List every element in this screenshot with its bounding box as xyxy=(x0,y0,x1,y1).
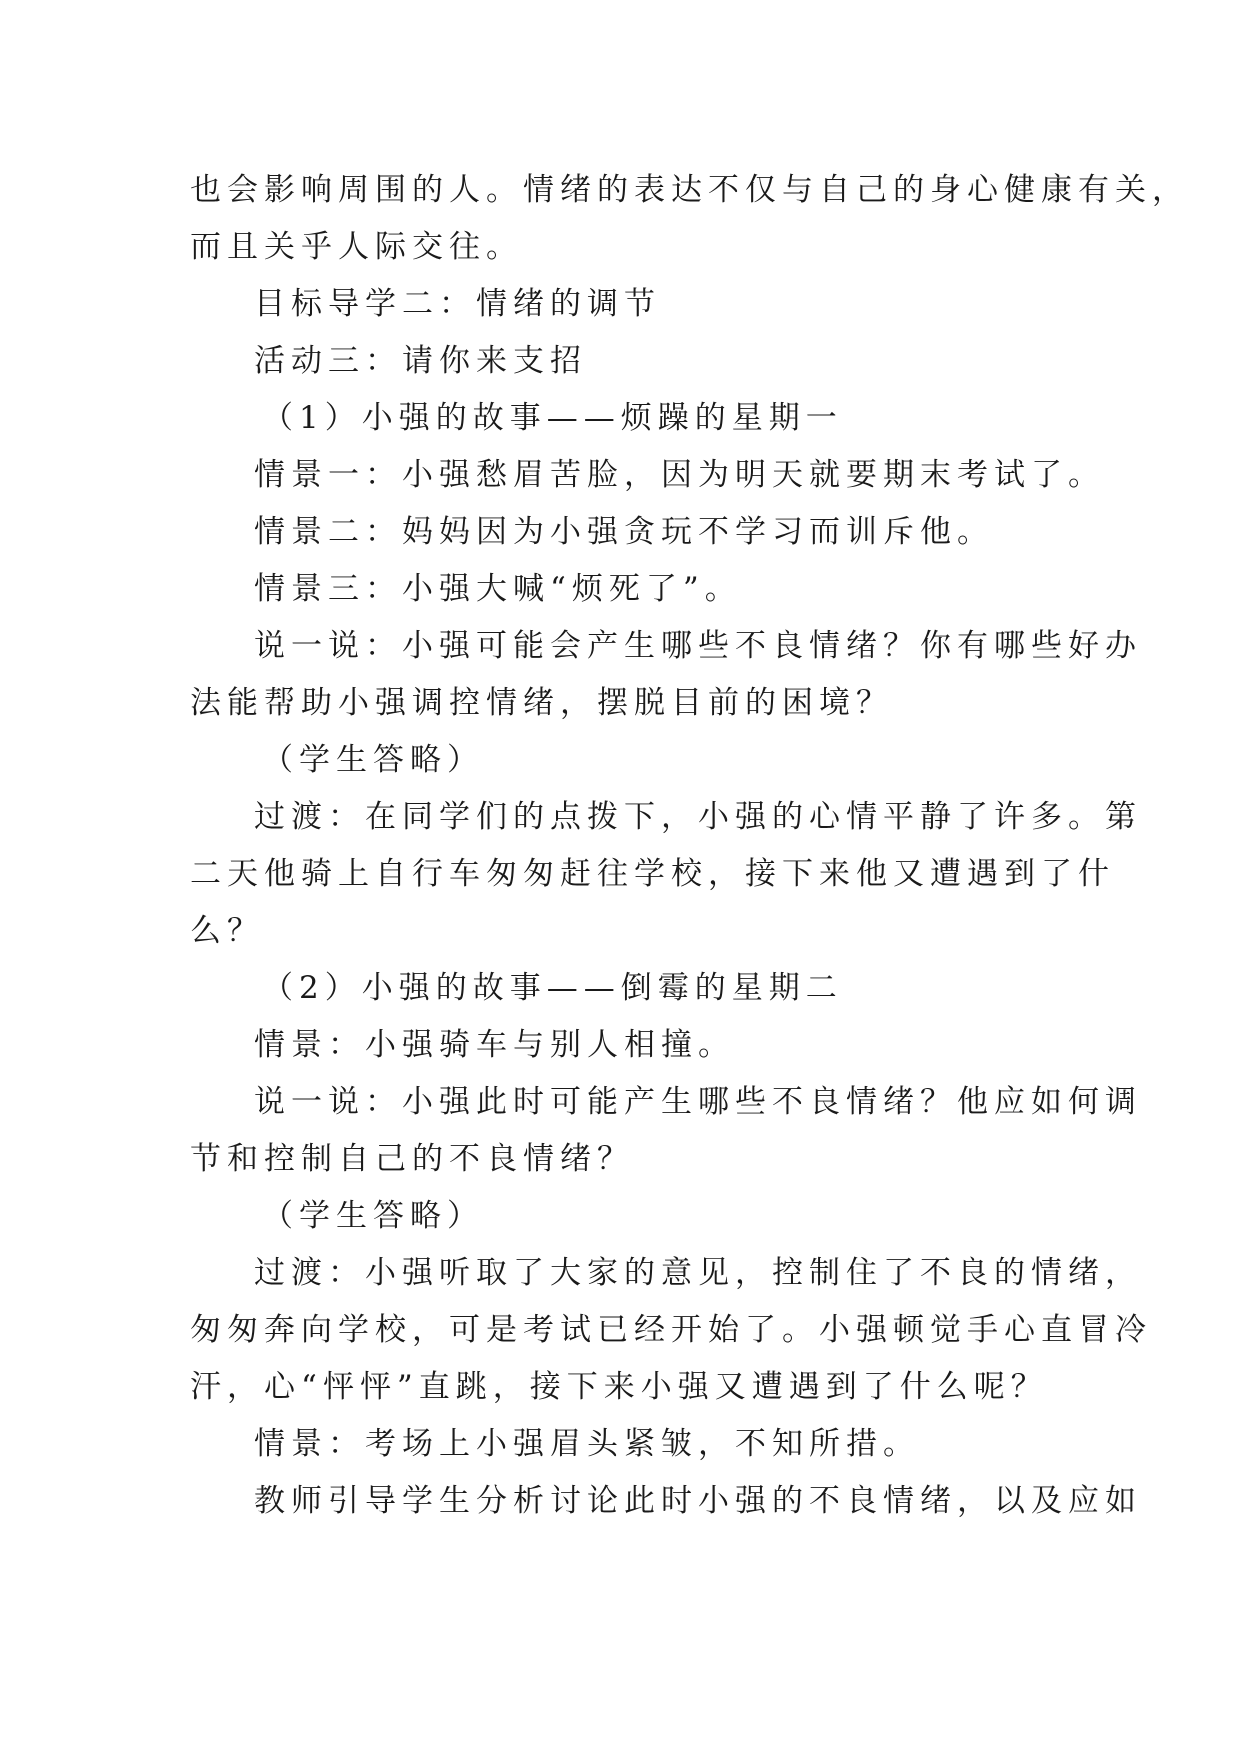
text-line: 说一说：小强此时可能产生哪些不良情绪？他应如何调 xyxy=(254,1084,1142,1120)
text-line: 而且关乎人际交往。 xyxy=(190,229,523,265)
activity-heading: 活动三：请你来支招 xyxy=(254,343,587,379)
text-line: 过渡：小强听取了大家的意见，控制住了不良的情绪， xyxy=(254,1255,1142,1291)
text-line: 二天他骑上自行车匆匆赶往学校，接下来他又遭遇到了什 xyxy=(190,856,1115,892)
text-line: 过渡：在同学们的点拨下，小强的心情平静了许多。第 xyxy=(254,799,1142,835)
text-line: 情景：小强骑车与别人相撞。 xyxy=(254,1027,735,1063)
story-heading: （1）小强的故事——烦躁的星期一 xyxy=(262,400,843,436)
text-line: （学生答略） xyxy=(262,1198,484,1234)
text-line: 说一说：小强可能会产生哪些不良情绪？你有哪些好办 xyxy=(254,628,1142,664)
text-line: 节和控制自己的不良情绪？ xyxy=(190,1141,634,1177)
text-line: 情景三：小强大喊“烦死了”。 xyxy=(254,571,742,607)
text-line: 汗，心“怦怦”直跳，接下来小强又遭遇到了什么呢？ xyxy=(190,1369,1048,1405)
text-line: 匆匆奔向学校，可是考试已经开始了。小强顿觉手心直冒冷 xyxy=(190,1312,1152,1348)
text-line: 情景：考场上小强眉头紧皱，不知所措。 xyxy=(254,1426,920,1462)
text-line: 么？ xyxy=(190,913,264,949)
text-line: 情景一：小强愁眉苦脸，因为明天就要期末考试了。 xyxy=(254,457,1105,493)
text-line: 情景二：妈妈因为小强贪玩不学习而训斥他。 xyxy=(254,514,994,550)
text-line: 也会影响周围的人。情绪的表达不仅与自己的身心健康有关， xyxy=(190,172,1189,208)
section-heading: 目标导学二：情绪的调节 xyxy=(254,286,661,322)
text-line: （学生答略） xyxy=(262,742,484,778)
text-line: 教师引导学生分析讨论此时小强的不良情绪，以及应如 xyxy=(254,1483,1142,1519)
story-heading: （2）小强的故事——倒霉的星期二 xyxy=(262,970,843,1006)
text-line: 法能帮助小强调控情绪，摆脱目前的困境？ xyxy=(190,685,893,721)
